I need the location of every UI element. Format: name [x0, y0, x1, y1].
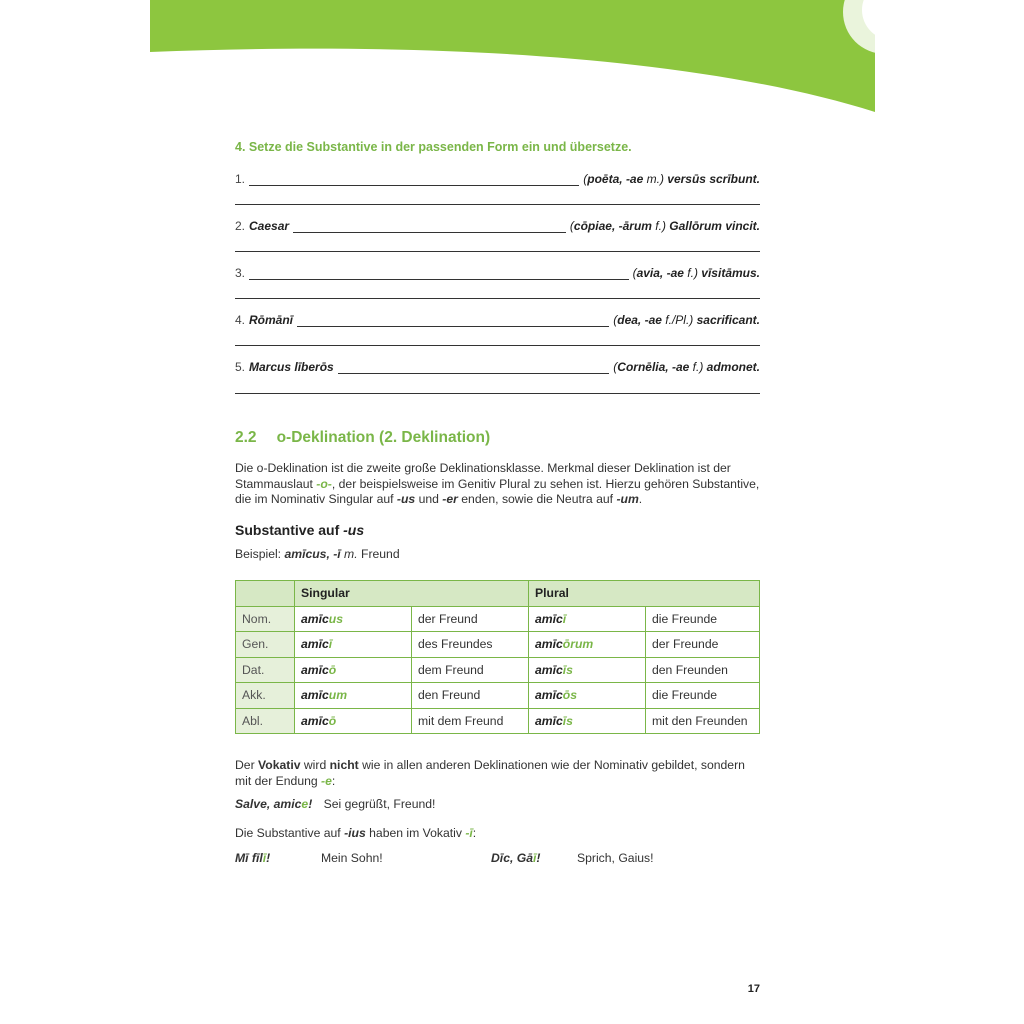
- answer-blank[interactable]: [249, 173, 579, 186]
- answer-blank[interactable]: [297, 314, 609, 327]
- singular-form: amīcum: [295, 683, 412, 709]
- answer-blank[interactable]: [293, 220, 566, 233]
- plural-form: amīcōs: [529, 683, 646, 709]
- answer-blank[interactable]: [338, 361, 610, 374]
- vocative-translation-3: Sprich, Gaius!: [577, 851, 654, 865]
- singular-translation: der Freund: [412, 606, 529, 632]
- answer-line[interactable]: [235, 204, 760, 205]
- item-hint: (poēta, -ae m.) versūs scrībunt.: [583, 172, 760, 186]
- item-number: 5.: [235, 360, 246, 374]
- table-row: [236, 683, 760, 709]
- plural-translation: mit den Freunden: [646, 708, 760, 734]
- case-label: Akk.: [236, 683, 295, 709]
- plural-translation: der Freunde: [646, 632, 760, 658]
- table-row: [236, 708, 760, 734]
- plural-translation: den Freunden: [646, 657, 760, 683]
- declension-table: [235, 580, 760, 734]
- vocative-example-1: Salve, amice! Sei gegrüßt, Freund!: [235, 797, 436, 811]
- plural-form: amīcī: [529, 606, 646, 632]
- table-row: [236, 657, 760, 683]
- vocative-example-3: Dīc, Gāī!: [491, 851, 541, 865]
- section-title: o-Deklination (2. Deklination): [276, 429, 491, 446]
- exercise-item-4: [235, 311, 760, 327]
- page-number: 17: [747, 983, 760, 995]
- header-singular: Singular: [295, 581, 529, 607]
- book-page: [150, 0, 875, 1024]
- section-heading: [235, 429, 490, 447]
- singular-form: amīcō: [295, 708, 412, 734]
- header-plural: Plural: [529, 581, 760, 607]
- plural-form: amīcīs: [529, 657, 646, 683]
- vocative-paragraph: Der Vokativ wird nicht wie in allen anderen Deklinationen wie der Nominativ gebildet, sondern mit der Endung -e:: [235, 758, 745, 788]
- case-label: Dat.: [236, 657, 295, 683]
- vocative-example-2: Mī fīlī!: [235, 851, 271, 865]
- item-number: 3.: [235, 266, 246, 280]
- header-blank: [236, 581, 295, 607]
- singular-translation: des Freundes: [412, 632, 529, 658]
- answer-line[interactable]: [235, 251, 760, 252]
- answer-blank[interactable]: [249, 267, 629, 280]
- item-hint: (Cornēlia, -ae f.) admonet.: [613, 360, 760, 374]
- singular-form: amīcī: [295, 632, 412, 658]
- case-label: Gen.: [236, 632, 295, 658]
- case-label: Nom.: [236, 606, 295, 632]
- exercise-item-1: [235, 170, 760, 186]
- plural-form: amīcīs: [529, 708, 646, 734]
- item-hint: (cōpiae, -ārum f.) Gallōrum vincit.: [569, 219, 760, 233]
- subsection-heading: Substantive auf -us: [235, 522, 365, 538]
- plural-form: amīcōrum: [529, 632, 646, 658]
- example-line: Beispiel: amīcus, -ī m. Freund: [235, 547, 400, 561]
- exercise-item-3: [235, 264, 760, 280]
- singular-translation: dem Freund: [412, 657, 529, 683]
- singular-form: amīcus: [295, 606, 412, 632]
- vocative-translation-2: Mein Sohn!: [321, 851, 383, 865]
- answer-line[interactable]: [235, 345, 760, 346]
- exercise-title: 4. Setze die Substantive in der passenden Form ein und übersetze.: [235, 140, 632, 154]
- exercise-item-5: [235, 358, 760, 374]
- section-number: 2.2: [235, 429, 257, 446]
- item-number: 4.: [235, 313, 246, 327]
- table-row: [236, 632, 760, 658]
- item-number: 1.: [235, 172, 246, 186]
- item-number: 2.: [235, 219, 246, 233]
- table-row: [236, 606, 760, 632]
- item-hint: (avia, -ae f.) vīsitāmus.: [632, 266, 760, 280]
- plural-translation: die Freunde: [646, 683, 760, 709]
- section-intro: Die o-Deklination ist die zweite große Deklinationsklasse. Merkmal dieser Deklination ist der Stammauslaut -o-, der beispielsweise im Genitiv Plural zu sehen ist. Hierzu gehören Substantive, die im Nominativ Singular auf -us und -er enden, sowie die Neutra auf -um.: [235, 461, 760, 506]
- case-label: Abl.: [236, 708, 295, 734]
- singular-translation: mit dem Freund: [412, 708, 529, 734]
- header-green-wave: [150, 0, 875, 115]
- item-lead: Rōmānī: [249, 313, 294, 327]
- item-hint: (dea, -ae f./Pl.) sacrificant.: [613, 313, 760, 327]
- plural-translation: die Freunde: [646, 606, 760, 632]
- ius-paragraph: Die Substantive auf -ius haben im Vokativ -ī:: [235, 826, 477, 840]
- singular-form: amīcō: [295, 657, 412, 683]
- table-header-row: [236, 581, 760, 607]
- singular-translation: den Freund: [412, 683, 529, 709]
- item-lead: Caesar: [249, 219, 290, 233]
- item-lead: Marcus līberōs: [249, 360, 334, 374]
- exercise-item-2: [235, 217, 760, 233]
- answer-line[interactable]: [235, 393, 760, 394]
- answer-line[interactable]: [235, 298, 760, 299]
